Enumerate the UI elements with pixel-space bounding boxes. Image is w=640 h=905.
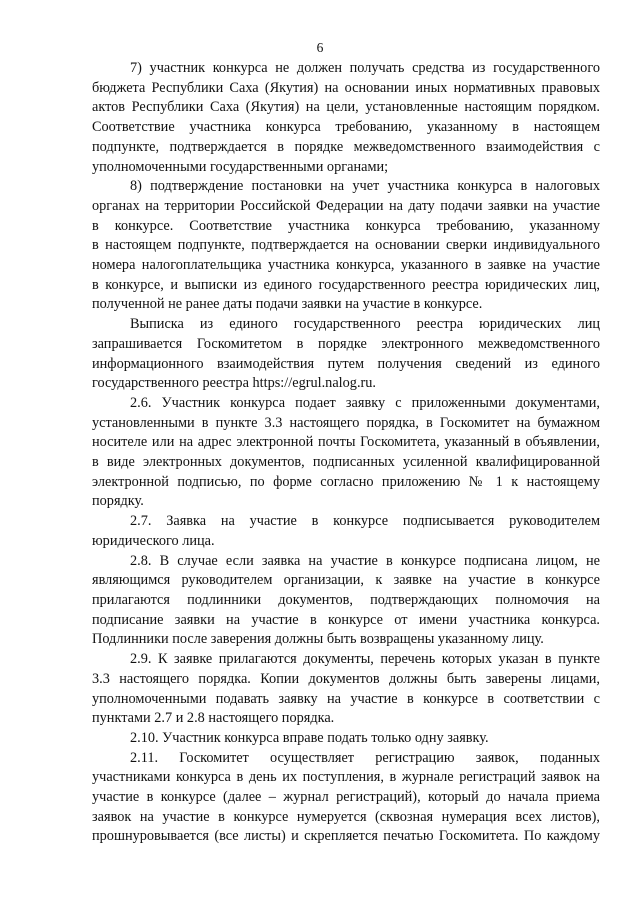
text-line: подпункте, подтверждается в порядке межведомственного взаимодействия с <box>92 138 600 155</box>
text-line: участие в конкурсе (далее – журнал регистраций), который до начала приема <box>92 789 600 806</box>
text-line: участниками конкурса в день их поступления, в журнале регистраций заявок на <box>92 769 600 786</box>
text-line: пунктами 2.7 и 2.8 настоящего порядка. <box>92 710 335 727</box>
text-line: органах на территории Российской Федерации на дату подачи заявки на участие <box>92 197 600 214</box>
text-line: Соответствие участника конкурса требованию, указанному в настоящем <box>92 119 600 136</box>
text-line: 2.8. В случае если заявка на участие в конкурсе подписана лицом, не <box>130 552 600 569</box>
text-line: подписание заявки на участие в конкурсе от имени участника конкурса. <box>92 611 600 628</box>
text-line: являющимся руководителем организации, к заявке на участие в конкурсе <box>92 572 600 589</box>
text-line: Выписка из единого государственного реестра юридических лиц <box>130 316 600 333</box>
text-line: прилагаются подлинники документов, подтверждающих полномочия на <box>92 591 600 608</box>
text-line: порядку. <box>92 493 144 510</box>
text-line: 2.7. Заявка на участие в конкурсе подписывается руководителем <box>130 513 600 530</box>
text-line: электронной подписью, по форме согласно приложению № 1 к настоящему <box>92 473 600 490</box>
text-line: 2.10. Участник конкурса вправе подать только одну заявку. <box>130 729 489 746</box>
text-line: в конкурсе, и выписки из единого государственного реестра юридических лиц, <box>92 276 600 293</box>
text-line: бюджета Республики Саха (Якутия) на основании иных нормативных правовых <box>92 79 600 96</box>
text-line: уполномоченными подавать заявку на участие в конкурсе в соответствии с <box>92 690 600 707</box>
paragraph <box>92 59 600 177</box>
text-line: юридического лица. <box>92 532 215 549</box>
paragraph <box>92 394 600 512</box>
text-line: запрашивается Госкомитетом в порядке электронного межведомственного <box>92 335 600 352</box>
text-line: 7) участник конкурса не должен получать средства из государственного <box>130 60 600 76</box>
text-line: номера налогоплательщика участника конкурса, указанного в заявке на участие <box>92 257 600 274</box>
text-line: в настоящем подпункте, подтверждается на основании сверки индивидуального <box>92 237 600 254</box>
paragraph <box>92 650 600 729</box>
text-line: в конкурсе. Соответствие участника конкурса требованию, указанному <box>92 217 600 234</box>
text-line: 2.11. Госкомитет осуществляет регистрацию заявок, поданных <box>130 749 600 766</box>
paragraph <box>92 512 600 551</box>
paragraph <box>92 177 600 315</box>
text-line: актов Республики Саха (Якутия) на цели, установленные настоящим порядком. <box>92 99 600 116</box>
text-line: заявок на участие в конкурсе нумеруется (сквозная нумерация всех листов), <box>92 808 600 825</box>
text-line: государственного реестра https://egrul.nalog.ru. <box>92 375 376 392</box>
page-number: 6 <box>316 40 324 55</box>
text-line: в виде электронных документов, подписанных усиленной квалифицированной <box>92 454 600 471</box>
text-line: 8) подтверждение постановки на учет участника конкурса в налоговых <box>130 178 600 195</box>
text-line: установленными в пункте 3.3 настоящего порядка, в Госкомитет на бумажном <box>92 414 600 431</box>
paragraph <box>92 729 600 749</box>
text-line: прошнуровывается (все листы) и скрепляется печатью Госкомитета. По каждому <box>92 828 600 845</box>
text-line: 2.9. К заявке прилагаются документы, перечень которых указан в пункте <box>130 651 600 668</box>
paragraph <box>92 315 600 394</box>
text-line: уполномоченными государственными органами; <box>92 158 389 175</box>
paragraph <box>92 552 600 651</box>
text-line: полученной не ранее даты подачи заявки на участие в конкурсе. <box>92 296 483 313</box>
text-line: носителе или на адрес электронной почты Госкомитета, указанный в объявлении, <box>92 434 600 451</box>
document-body <box>92 59 600 847</box>
paragraph <box>92 749 600 848</box>
text-line: информационного взаимодействия путем получения сведений из единого <box>92 355 600 372</box>
text-line: Подлинники после заверения должны быть возвращены указанному лицу. <box>92 631 544 648</box>
text-line: 2.6. Участник конкурса подает заявку с приложенными документами, <box>130 394 600 411</box>
text-line: 3.3 настоящего порядка. Копии документов должны быть заверены лицами, <box>92 670 600 687</box>
